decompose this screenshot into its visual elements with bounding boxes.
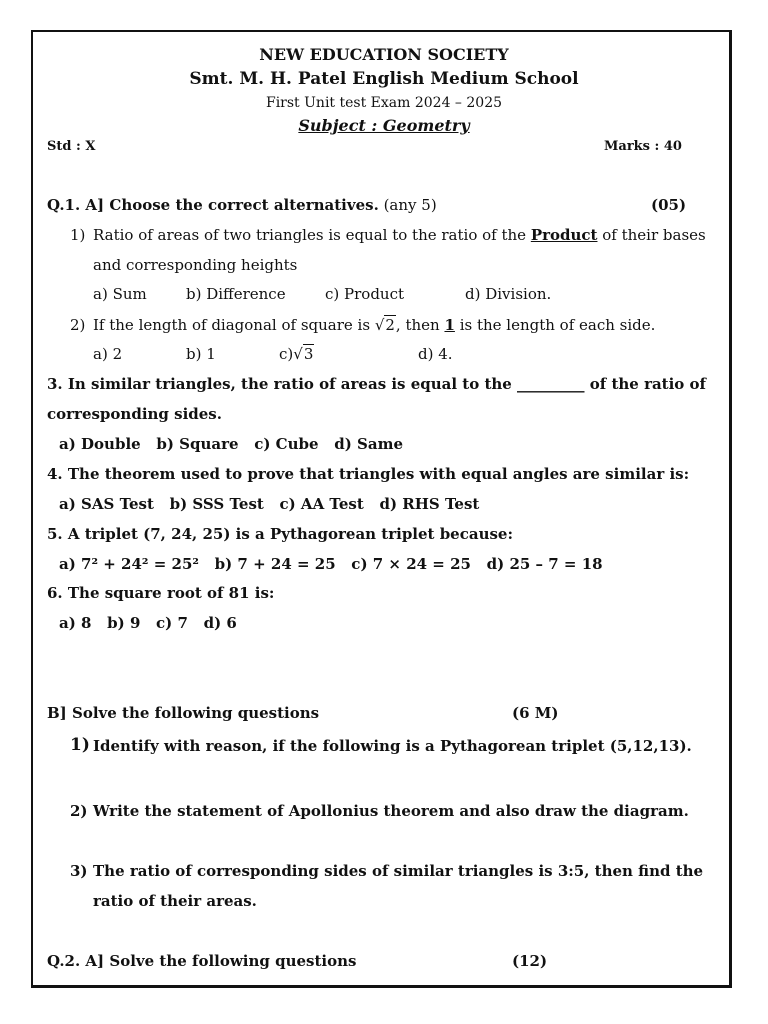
q1-item2-text-a: If the length of diagonal of square is <box>93 316 371 334</box>
q1-item2-line1 <box>93 316 655 334</box>
q1b-item3-line1: The ratio of corresponding sides of similar triangles is 3:5, then find the <box>93 862 704 880</box>
q1b-title: B] Solve the following questions <box>47 704 320 722</box>
q1-item1-answer: Product <box>530 226 598 244</box>
exam-title: First Unit test Exam 2024 – 2025 <box>265 95 503 111</box>
std-label: Std : X <box>47 139 96 154</box>
marks-label: Marks : 40 <box>604 139 682 154</box>
q1-item1-text-c: of their bases <box>602 226 706 244</box>
q1-item1-option-a: a) Sum <box>93 285 147 303</box>
q1-item1-option-c: c) Product <box>325 285 405 303</box>
q1b-item1-text: Identify with reason, if the following is a Pythagorean triplet (5,12,13). <box>93 737 692 755</box>
q1b-item3-line2: ratio of their areas. <box>93 892 257 910</box>
q1-item5-line1: 5. A triplet (7, 24, 25) is a Pythagorean triplet because: <box>47 525 514 543</box>
q1-item2-option-b: b) 1 <box>186 345 216 363</box>
q1-item3-line2: corresponding sides. <box>47 405 222 423</box>
q1-item2-option-d: d) 4. <box>418 345 453 363</box>
q1a-note: (any 5) <box>383 196 437 214</box>
q1-item3-line1: 3. In similar triangles, the ratio of areas is equal to the _________ of the ratio of <box>47 375 706 393</box>
q1-item1-option-b: b) Difference <box>186 285 286 303</box>
sqrt-radicand: 2 <box>385 316 395 334</box>
q1-item4-line1: 4. The theorem used to prove that triangles with equal angles are similar is: <box>47 465 690 483</box>
q1-item5-options: a) 7² + 24² = 25² b) 7 + 24 = 25 c) 7 × 24 = 25 d) 25 – 7 = 18 <box>59 555 603 573</box>
sqrt-symbol: √3 <box>293 345 314 363</box>
q1a-marks: (05) <box>651 196 687 214</box>
q1b-item2-text: Write the statement of Apollonius theorem and also draw the diagram. <box>93 802 689 820</box>
subject-title: Subject : Geometry <box>298 116 470 135</box>
q1b-marks: (6 M) <box>512 704 559 722</box>
sqrt-radicand: 3 <box>303 345 314 363</box>
q1-item2-text-d: is the length of each side. <box>459 316 656 334</box>
q1-item2-answer: 1 <box>444 316 455 334</box>
q1-item1-num: 1) <box>70 226 86 244</box>
q1-item4-options: a) SAS Test b) SSS Test c) AA Test d) RHS Test <box>59 495 480 513</box>
sqrt-symbol: √2 <box>374 316 395 334</box>
q1-item6-options: a) 8 b) 9 c) 7 d) 6 <box>59 614 237 632</box>
q1-item1-option-d: d) Division. <box>465 285 552 303</box>
q1b-item1-num: 1) <box>70 735 90 755</box>
q1-item1-line2: and corresponding heights <box>93 256 298 274</box>
q1a-heading <box>47 196 437 214</box>
q1-item2-option-a: a) 2 <box>93 345 123 363</box>
q1b-item3-num: 3) <box>70 862 88 880</box>
q1a-title: Q.1. A] Choose the correct alternatives. <box>47 196 379 214</box>
q1-item1-text-a: Ratio of areas of two triangles is equal to the ratio of the <box>93 226 527 244</box>
q1b-item2-num: 2) <box>70 802 88 820</box>
q1-item2-text-b: , then <box>395 316 440 334</box>
q1-item1-line1 <box>93 226 706 244</box>
society-name: NEW EDUCATION SOCIETY <box>259 45 509 64</box>
q2a-marks: (12) <box>512 952 548 970</box>
q1-item2-option-c <box>279 345 314 363</box>
q1-item2-num: 2) <box>70 316 86 334</box>
q1-item6-line1: 6. The square root of 81 is: <box>47 584 275 602</box>
q1-item3-options: a) Double b) Square c) Cube d) Same <box>59 435 403 453</box>
school-name: Smt. M. H. Patel English Medium School <box>189 69 579 89</box>
q2a-title: Q.2. A] Solve the following questions <box>47 952 357 970</box>
q1-item2-option-c-label: c) <box>279 345 294 363</box>
